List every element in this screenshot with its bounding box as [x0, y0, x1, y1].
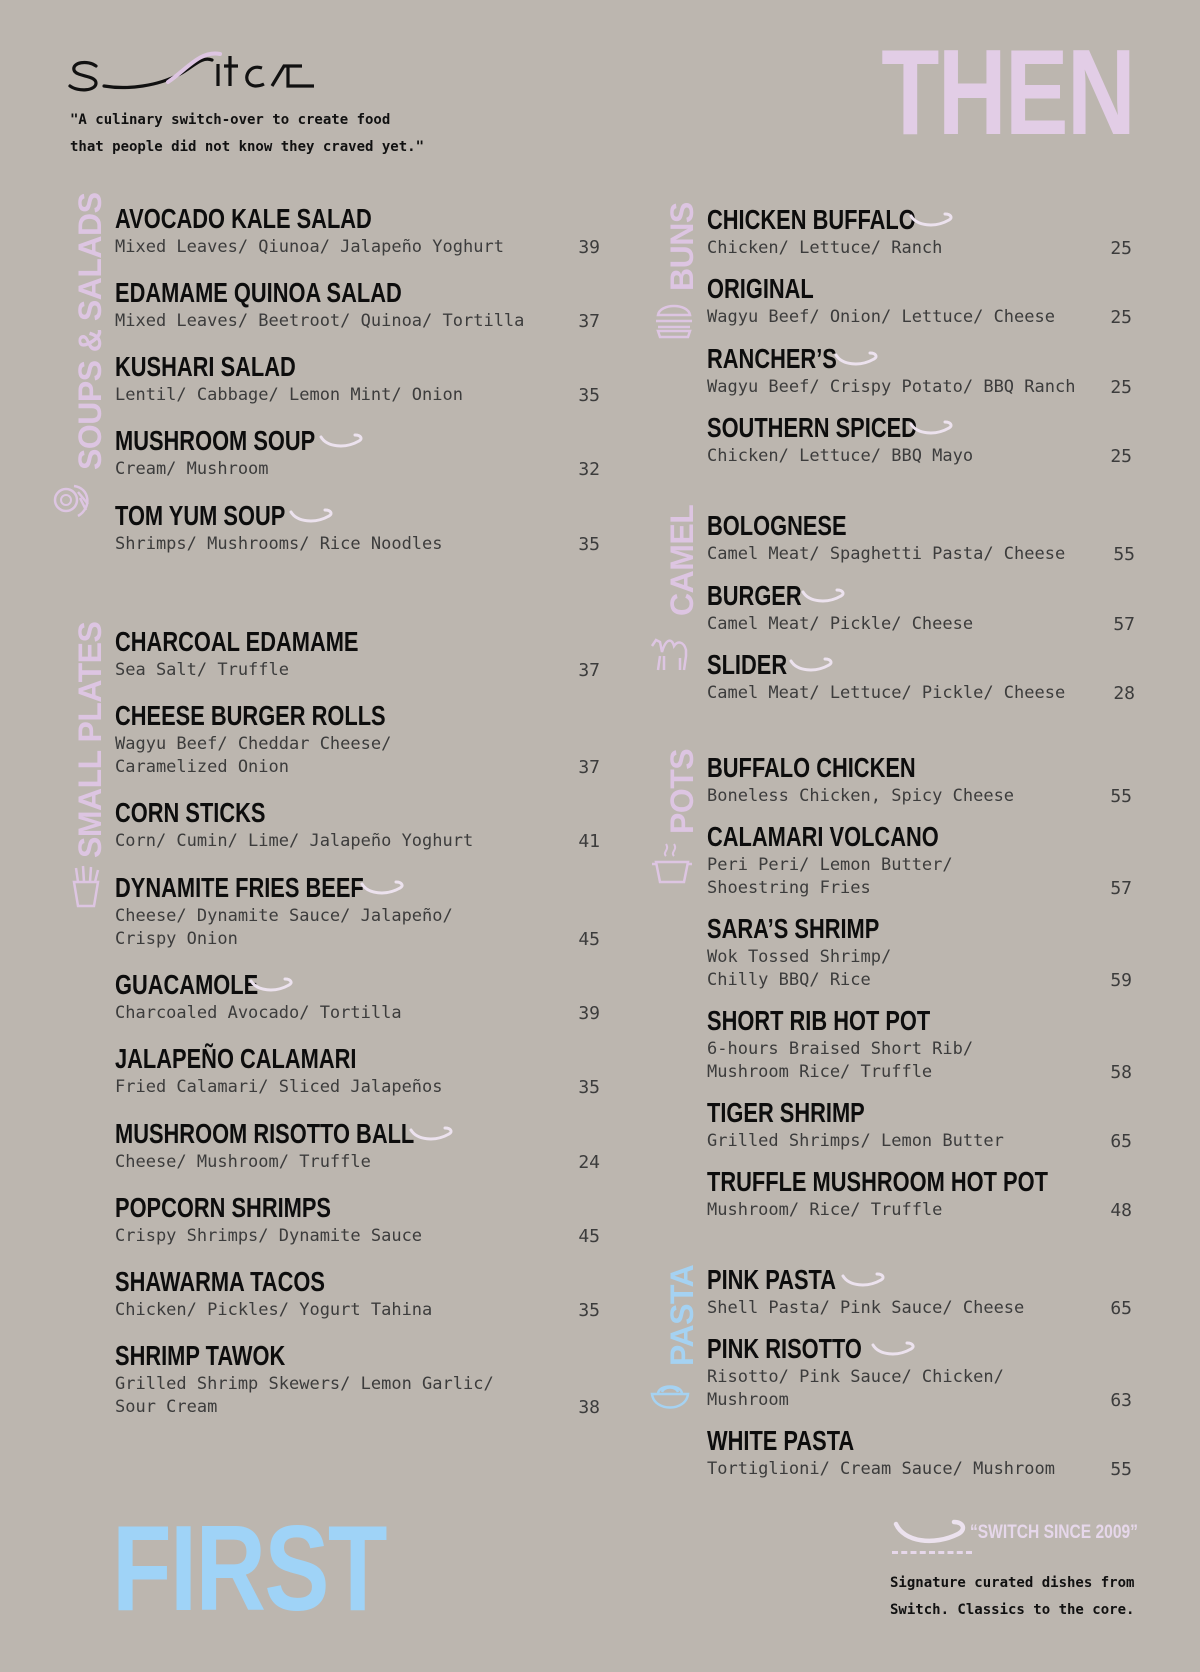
item-description: Wagyu Beef/ Cheddar Cheese/ Caramelized Onion	[115, 734, 392, 777]
category-label: SOUPS & SALADS	[72, 192, 108, 470]
menu-item	[707, 752, 1132, 808]
item-price: 57	[1113, 614, 1135, 635]
signature-swirl-icon	[358, 878, 406, 900]
item-price: 39	[578, 237, 600, 258]
menu-item	[707, 649, 1135, 705]
item-name: DYNAMITE FRIES BEEF	[115, 872, 364, 903]
switch-logo	[68, 42, 318, 102]
menu-item	[115, 1266, 600, 1322]
item-name: WHITE PASTA	[707, 1425, 855, 1456]
item-description: Tortiglioni/ Cream Sauce/ Mushroom	[707, 1459, 1055, 1479]
item-price: 45	[578, 1226, 600, 1247]
menu-item	[115, 425, 600, 481]
item-description: Cream/ Mushroom	[115, 459, 269, 479]
signature-note-line-2: Switch. Classics to the core.	[890, 1602, 1135, 1618]
item-name: SHRIMP TAWOK	[115, 1340, 286, 1371]
item-name: TOM YUM SOUP	[115, 500, 286, 531]
tagline-line-1: "A culinary switch-over to create food	[70, 112, 391, 128]
menu-item	[707, 1425, 1132, 1481]
item-description: Cheese/ Dynamite Sauce/ Jalapeño/ Crispy Onion	[115, 906, 453, 949]
menu-item	[707, 343, 1132, 399]
item-description: Chicken/ Pickles/ Yogurt Tahina	[115, 1300, 433, 1320]
item-description: 6-hours Braised Short Rib/ Mushroom Rice/ Truffle	[707, 1039, 974, 1082]
menu-item	[707, 913, 1132, 992]
item-price: 37	[578, 757, 600, 778]
item-name: TIGER SHRIMP	[707, 1097, 865, 1128]
item-price: 38	[578, 1397, 600, 1418]
signature-swirl-icon	[799, 586, 847, 608]
menu-item	[707, 1264, 1132, 1320]
item-name: CHICKEN BUFFALO	[707, 204, 916, 235]
menu-item	[115, 797, 600, 853]
menu-item	[707, 1166, 1132, 1222]
menu-item	[707, 821, 1132, 900]
item-price: 24	[578, 1152, 600, 1173]
signature-swirl-icon	[907, 210, 955, 232]
item-name: ORIGINAL	[707, 273, 814, 304]
category-pasta	[660, 1264, 704, 1380]
menu-item	[115, 626, 600, 682]
menu-item	[115, 872, 600, 951]
item-price: 37	[578, 311, 600, 332]
item-description: Risotto/ Pink Sauce/ Chicken/ Mushroom	[707, 1367, 1004, 1410]
item-name: GUACAMOLE	[115, 969, 259, 1000]
heading-first: FIRST	[112, 1500, 386, 1636]
item-name: CHEESE BURGER ROLLS	[115, 700, 386, 731]
item-description: Sea Salt/ Truffle	[115, 660, 289, 680]
item-description: Shell Pasta/ Pink Sauce/ Cheese	[707, 1298, 1025, 1318]
item-name: EDAMAME QUINOA SALAD	[115, 277, 402, 308]
menu-item	[707, 273, 1132, 329]
item-price: 58	[1110, 1062, 1132, 1083]
item-name: SHAWARMA TACOS	[115, 1266, 325, 1297]
dashed-divider	[892, 1551, 972, 1554]
item-description: Boneless Chicken, Spicy Cheese	[707, 786, 1015, 806]
item-name: TRUFFLE MUSHROOM HOT POT	[707, 1166, 1048, 1197]
item-price: 48	[1110, 1200, 1132, 1221]
item-description: Wagyu Beef/ Crispy Potato/ BBQ Ranch	[707, 377, 1076, 397]
item-description: Peri Peri/ Lemon Butter/ Shoestring Fries	[707, 855, 953, 898]
item-price: 45	[578, 929, 600, 950]
item-description: Chicken/ Lettuce/ Ranch	[707, 238, 943, 258]
category-small-plates	[68, 621, 112, 860]
menu-item	[115, 351, 600, 407]
item-price: 25	[1110, 238, 1132, 259]
item-price: 25	[1110, 377, 1132, 398]
item-name: MUSHROOM SOUP	[115, 425, 316, 456]
menu-item	[115, 969, 600, 1025]
item-description: Camel Meat/ Spaghetti Pasta/ Cheese	[707, 544, 1066, 564]
item-description: Cheese/ Mushroom/ Truffle	[115, 1152, 371, 1172]
item-name: BURGER	[707, 580, 802, 611]
menu-item	[115, 1340, 600, 1419]
category-pots	[660, 750, 704, 880]
item-name: MUSHROOM RISOTTO BALL	[115, 1118, 415, 1149]
signature-note-line-1: Signature curated dishes from	[890, 1575, 1135, 1591]
signature-swirl-icon	[839, 1270, 887, 1292]
item-description: Camel Meat/ Lettuce/ Pickle/ Cheese	[707, 683, 1066, 703]
item-price: 35	[578, 1077, 600, 1098]
item-price: 41	[578, 831, 600, 852]
menu-item	[707, 1097, 1132, 1153]
item-price: 65	[1110, 1298, 1132, 1319]
signature-swirl-icon	[907, 418, 955, 440]
item-name: PINK PASTA	[707, 1264, 837, 1295]
fries-icon	[64, 864, 108, 908]
item-description: Grilled Shrimps/ Lemon Butter	[707, 1131, 1004, 1151]
heading-then: THEN	[881, 24, 1134, 160]
signature-swirl-icon	[832, 349, 880, 371]
category-label: PASTA	[664, 1264, 700, 1366]
category-label: BUNS	[664, 202, 700, 291]
item-price: 35	[578, 385, 600, 406]
item-description: Charcoaled Avocado/ Tortilla	[115, 1003, 402, 1023]
item-name: BOLOGNESE	[707, 510, 847, 541]
signature-swirl-icon	[287, 506, 335, 528]
category-soups-salads	[68, 192, 112, 500]
category-label: SMALL PLATES	[72, 621, 108, 858]
item-name: SOUTHERN SPICED	[707, 412, 917, 443]
item-name: POPCORN SHRIMPS	[115, 1192, 332, 1223]
menu-item	[707, 412, 1132, 468]
menu-item	[115, 1118, 600, 1174]
item-name: CALAMARI VOLCANO	[707, 821, 939, 852]
item-price: 28	[1113, 683, 1135, 704]
item-price: 63	[1110, 1390, 1132, 1411]
item-price: 35	[578, 1300, 600, 1321]
camel-icon	[648, 628, 692, 672]
item-name: RANCHER’S	[707, 343, 837, 374]
menu-item	[115, 1192, 600, 1248]
item-description: Crispy Shrimps/ Dynamite Sauce	[115, 1226, 423, 1246]
item-name: SLIDER	[707, 649, 788, 680]
menu-item	[115, 700, 600, 779]
item-name: CHARCOAL EDAMAME	[115, 626, 359, 657]
item-price: 65	[1110, 1131, 1132, 1152]
menu-item	[707, 510, 1135, 566]
menu-item	[707, 1333, 1132, 1412]
item-price: 37	[578, 660, 600, 681]
item-price: 39	[578, 1003, 600, 1024]
item-description: Lentil/ Cabbage/ Lemon Mint/ Onion	[115, 385, 463, 405]
signature-swirl-icon	[317, 431, 365, 453]
item-name: JALAPEÑO CALAMARI	[115, 1043, 357, 1074]
tagline-line-2: that people did not know they craved yet."	[70, 139, 425, 155]
item-price: 55	[1113, 544, 1135, 565]
item-description: Camel Meat/ Pickle/ Cheese	[707, 614, 974, 634]
signature-swirl-icon	[869, 1339, 917, 1361]
item-price: 55	[1110, 786, 1132, 807]
signature-note	[890, 1570, 1180, 1624]
signature-swirl-icon	[247, 975, 295, 997]
tagline	[70, 107, 490, 161]
item-name: AVOCADO KALE SALAD	[115, 203, 372, 234]
since-badge: “SWITCH SINCE 2009”	[970, 1522, 1138, 1543]
menu-item	[115, 203, 600, 259]
item-name: SHORT RIB HOT POT	[707, 1005, 931, 1036]
burger-icon	[652, 297, 696, 341]
item-description: Shrimps/ Mushrooms/ Rice Noodles	[115, 534, 443, 554]
menu-item	[707, 204, 1132, 260]
item-name: SARA’S SHRIMP	[707, 913, 880, 944]
item-price: 25	[1110, 446, 1132, 467]
item-description: Mixed Leaves/ Qiunoa/ Jalapeño Yoghurt	[115, 237, 504, 257]
signature-swirl-icon	[892, 1516, 968, 1556]
item-price: 35	[578, 534, 600, 555]
signature-swirl-icon	[407, 1124, 455, 1146]
item-description: Wagyu Beef/ Onion/ Lettuce/ Cheese	[707, 307, 1055, 327]
item-description: Grilled Shrimp Skewers/ Lemon Garlic/ Sour Cream	[115, 1374, 494, 1417]
item-description: Fried Calamari/ Sliced Jalapeños	[115, 1077, 443, 1097]
hot-pot-icon	[650, 842, 694, 886]
category-label: CAMEL	[664, 504, 700, 616]
menu-item	[115, 500, 600, 556]
item-name: CORN STICKS	[115, 797, 266, 828]
item-name: PINK RISOTTO	[707, 1333, 862, 1364]
item-description: Wok Tossed Shrimp/ Chilly BBQ/ Rice	[707, 947, 892, 990]
item-description: Corn/ Cumin/ Lime/ Jalapeño Yoghurt	[115, 831, 474, 851]
item-description: Chicken/ Lettuce/ BBQ Mayo	[707, 446, 974, 466]
menu-item	[707, 1005, 1132, 1084]
item-price: 32	[578, 459, 600, 480]
salad-bowl-icon	[52, 478, 96, 522]
menu-item	[115, 277, 600, 333]
item-name: KUSHARI SALAD	[115, 351, 296, 382]
category-label: POTS	[664, 748, 700, 834]
category-buns	[660, 202, 704, 335]
item-description: Mixed Leaves/ Beetroot/ Quinoa/ Tortilla	[115, 311, 525, 331]
item-price: 59	[1110, 970, 1132, 991]
item-price: 25	[1110, 307, 1132, 328]
signature-swirl-icon	[787, 655, 835, 677]
item-description: Mushroom/ Rice/ Truffle	[707, 1200, 943, 1220]
menu-item	[707, 580, 1135, 636]
menu-item	[115, 1043, 600, 1099]
item-price: 55	[1110, 1459, 1132, 1480]
category-camel	[660, 504, 704, 670]
pasta-bowl-icon	[648, 1372, 692, 1416]
item-name: BUFFALO CHICKEN	[707, 752, 916, 783]
item-price: 57	[1110, 878, 1132, 899]
